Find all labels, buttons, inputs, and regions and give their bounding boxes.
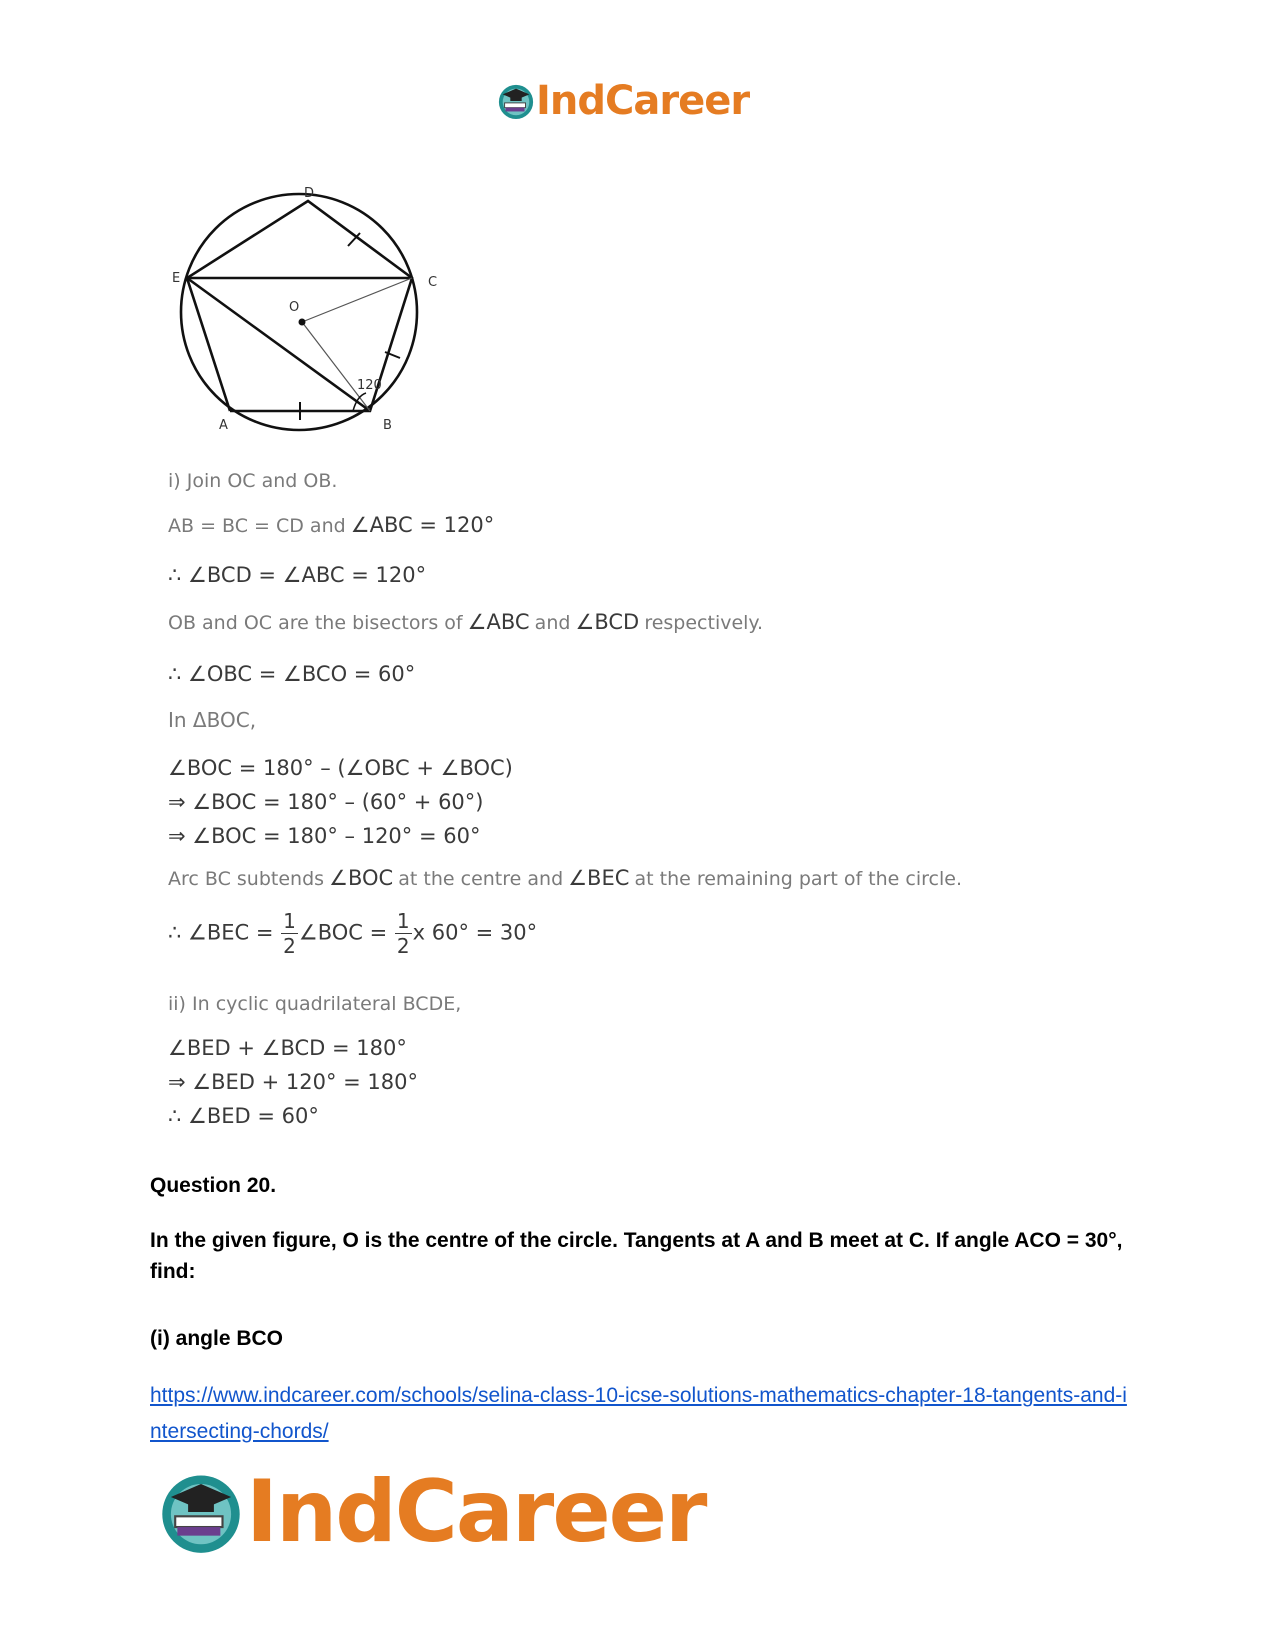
graduation-cap-icon: [497, 82, 535, 120]
label-c: C: [428, 275, 438, 290]
label-o: O: [289, 300, 300, 315]
label-a: A: [219, 418, 228, 433]
question-text: In the given figure, O is the centre of the circle. Tangents at A and B meet at C. If angle ACO = 30°, find:: [150, 1229, 1123, 1283]
solution-step-5: ∴ ∠OBC = ∠BCO = 60°: [168, 662, 416, 686]
footer-logo: [158, 1462, 705, 1562]
brand-wordmark: IndCareer: [246, 1462, 706, 1562]
solution-step-1: i) Join OC and OB.: [168, 470, 338, 492]
equation-line: ∠BOC = 180° – (∠OBC + ∠BOC): [168, 756, 513, 780]
equation-line: ∴ ∠BED = 60°: [168, 1104, 319, 1128]
solution-step-8: Arc BC subtends ∠BOC at the centre and ∠BEC at the remaining part of the circle.: [168, 866, 962, 890]
label-b: B: [383, 418, 392, 433]
header-logo: [497, 78, 749, 124]
label-angle-120: 120: [357, 378, 382, 393]
cyclic-pentagon-figure: [160, 180, 450, 440]
solution-step-6: In ΔBOC,: [168, 708, 257, 732]
question-part: (i) angle BCO: [150, 1327, 284, 1350]
question-title: Question 20.: [150, 1174, 277, 1197]
solution-step-11: [168, 1031, 418, 1133]
source-link[interactable]: https://www.indcareer.com/schools/selina-class-10-icse-solutions-mathematics-chapter-18-tangents-and-intersecting-chords/: [150, 1384, 1127, 1443]
equation-line: ⇒ ∠BOC = 180° – (60° + 60°): [168, 790, 484, 814]
solution-step-10: ii) In cyclic quadrilateral BCDE,: [168, 993, 462, 1015]
label-e: E: [172, 271, 181, 286]
equation-line: ⇒ ∠BOC = 180° – 120° = 60°: [168, 824, 481, 848]
solution-step-7: [168, 751, 513, 853]
fraction: $\frac{1}{2}$: [396, 909, 410, 958]
graduation-cap-icon: [158, 1469, 244, 1555]
solution-step-4: OB and OC are the bisectors of ∠ABC and ∠BCD respectively.: [168, 610, 764, 634]
solution-step-9: ∴ ∠BEC = $\frac{1}{2}$ ∠BOC = $\frac{1}{2}$ x 60° = 30°: [168, 909, 538, 958]
label-d: D: [304, 186, 315, 201]
equation-line: ⇒ ∠BED + 120° = 180°: [168, 1070, 419, 1094]
fraction: $\frac{1}{2}$: [283, 909, 296, 958]
solution-step-3: ∴ ∠BCD = ∠ABC = 120°: [168, 563, 427, 587]
centre-point: [299, 319, 306, 326]
segment-oc: [302, 278, 412, 322]
solution-step-2: AB = BC = CD and ∠ABC = 120°: [168, 513, 495, 537]
chord-eb: [187, 278, 370, 411]
equation-line: ∠BED + ∠BCD = 180°: [168, 1036, 407, 1060]
brand-wordmark: IndCareer: [536, 78, 750, 124]
